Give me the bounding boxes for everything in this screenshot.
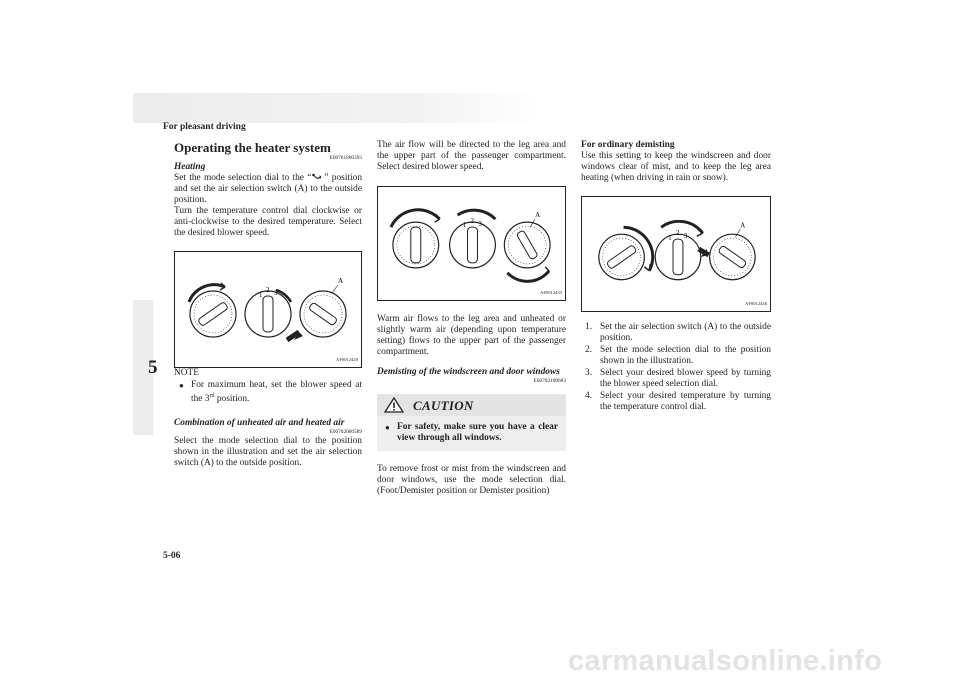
caution-box xyxy=(377,394,566,451)
note-heading: NOTE xyxy=(174,368,199,378)
caution-body xyxy=(377,416,566,451)
caution-title: CAUTION xyxy=(413,397,474,413)
demisting-subtitle: Demisting of the windscreen and door windows xyxy=(377,367,560,377)
svg-text:1: 1 xyxy=(668,235,672,243)
knob-number-3: 3 xyxy=(274,289,278,297)
bullet-icon: ● xyxy=(385,423,390,432)
section-code: E00701800393 xyxy=(329,155,362,161)
demisting-code: E00702100683 xyxy=(533,378,566,384)
svg-text:A: A xyxy=(740,222,746,230)
column-3 xyxy=(581,140,771,414)
note-text: For maximum heat, set the blower speed at the 3rd position. xyxy=(191,380,362,405)
svg-text:A: A xyxy=(535,211,541,220)
column-2 xyxy=(377,140,566,497)
warm-air-text: Warm air flows to the leg area and unheated or slightly warm air (depending upon temperature setting) flows to the upper part of the passenger compartment. xyxy=(377,314,566,357)
list-item: 1. Set the air selection switch (A) to the outside position. xyxy=(585,322,771,343)
caution-header xyxy=(377,394,566,416)
knob-number-1: 1 xyxy=(259,291,263,299)
list-item: 4. Select your desired temperature by turning the temperature control dial. xyxy=(585,391,771,412)
svg-text:2: 2 xyxy=(676,230,680,238)
running-head: For pleasant driving xyxy=(163,122,246,132)
label-a: A xyxy=(338,277,344,285)
heating-para-1: Set the mode selection dial to the “ ” position and set the air selection switch (A) to the outside position. xyxy=(174,173,363,205)
steps-list xyxy=(581,322,771,413)
figure-code: AF0012446 xyxy=(745,301,767,306)
figure-combination xyxy=(377,186,566,301)
ordinary-demisting-title: For ordinary demisting xyxy=(581,140,675,150)
heating-subtitle: Heating xyxy=(174,162,206,172)
heater-controls-illustration xyxy=(378,187,565,300)
foot-mode-icon xyxy=(311,173,324,181)
section-title: Operating the heater system xyxy=(174,140,331,155)
chapter-tab-number: 5 xyxy=(148,357,158,378)
warning-triangle-icon xyxy=(383,396,405,414)
figure-ordinary-demisting xyxy=(581,196,771,312)
ordinary-demisting-text: Use this setting to keep the windscreen and door windows clear of mist, and to keep the leg area heating (when driving in rain or snow). xyxy=(581,151,771,183)
airflow-text: The air flow will be directed to the leg area and the upper part of the passenger compartment. Select desired blower speed. xyxy=(377,140,566,172)
figure-code: AF0012420 xyxy=(336,357,358,362)
section-title-row xyxy=(174,140,362,155)
knob-number-2: 2 xyxy=(266,286,270,294)
page-number: 5-06 xyxy=(163,551,181,561)
svg-text:3: 3 xyxy=(683,233,688,241)
demisting-text: To remove frost or mist from the windscreen and door windows, use the mode selection dial. (Foot/Demister position or Demister position) xyxy=(377,464,566,496)
svg-text:1: 1 xyxy=(462,221,467,230)
bullet-icon: ● xyxy=(179,381,184,390)
svg-text:3: 3 xyxy=(478,220,482,229)
combination-code: E00702000589 xyxy=(329,429,362,436)
list-item: 3. Select your desired blower speed by turning the blower speed selection dial. xyxy=(585,368,771,389)
svg-text:2: 2 xyxy=(470,217,474,226)
figure-code: AF0012433 xyxy=(540,290,562,295)
watermark[interactable]: carmanualsonline.info xyxy=(568,645,883,677)
heater-controls-illustration xyxy=(582,197,770,311)
figure-heating xyxy=(174,251,362,368)
heating-para-2: Turn the temperature control dial clockwise or anti-clockwise to the desired temperature. Select the desired blower speed. xyxy=(174,206,362,238)
header-band xyxy=(133,93,543,123)
column-1 xyxy=(174,140,362,469)
combination-subtitle: Combination of unheated air and heated air xyxy=(174,418,345,429)
list-item: 2. Set the mode selection dial to the position shown in the illustration. xyxy=(585,345,771,366)
caution-text: For safety, make sure you have a clear view through all windows. xyxy=(397,422,558,443)
note-item xyxy=(174,380,362,405)
combination-text: Select the mode selection dial to the position shown in the illustration and set the air selection switch (A) to the outside position. xyxy=(174,436,362,469)
heater-controls-illustration xyxy=(175,252,361,367)
